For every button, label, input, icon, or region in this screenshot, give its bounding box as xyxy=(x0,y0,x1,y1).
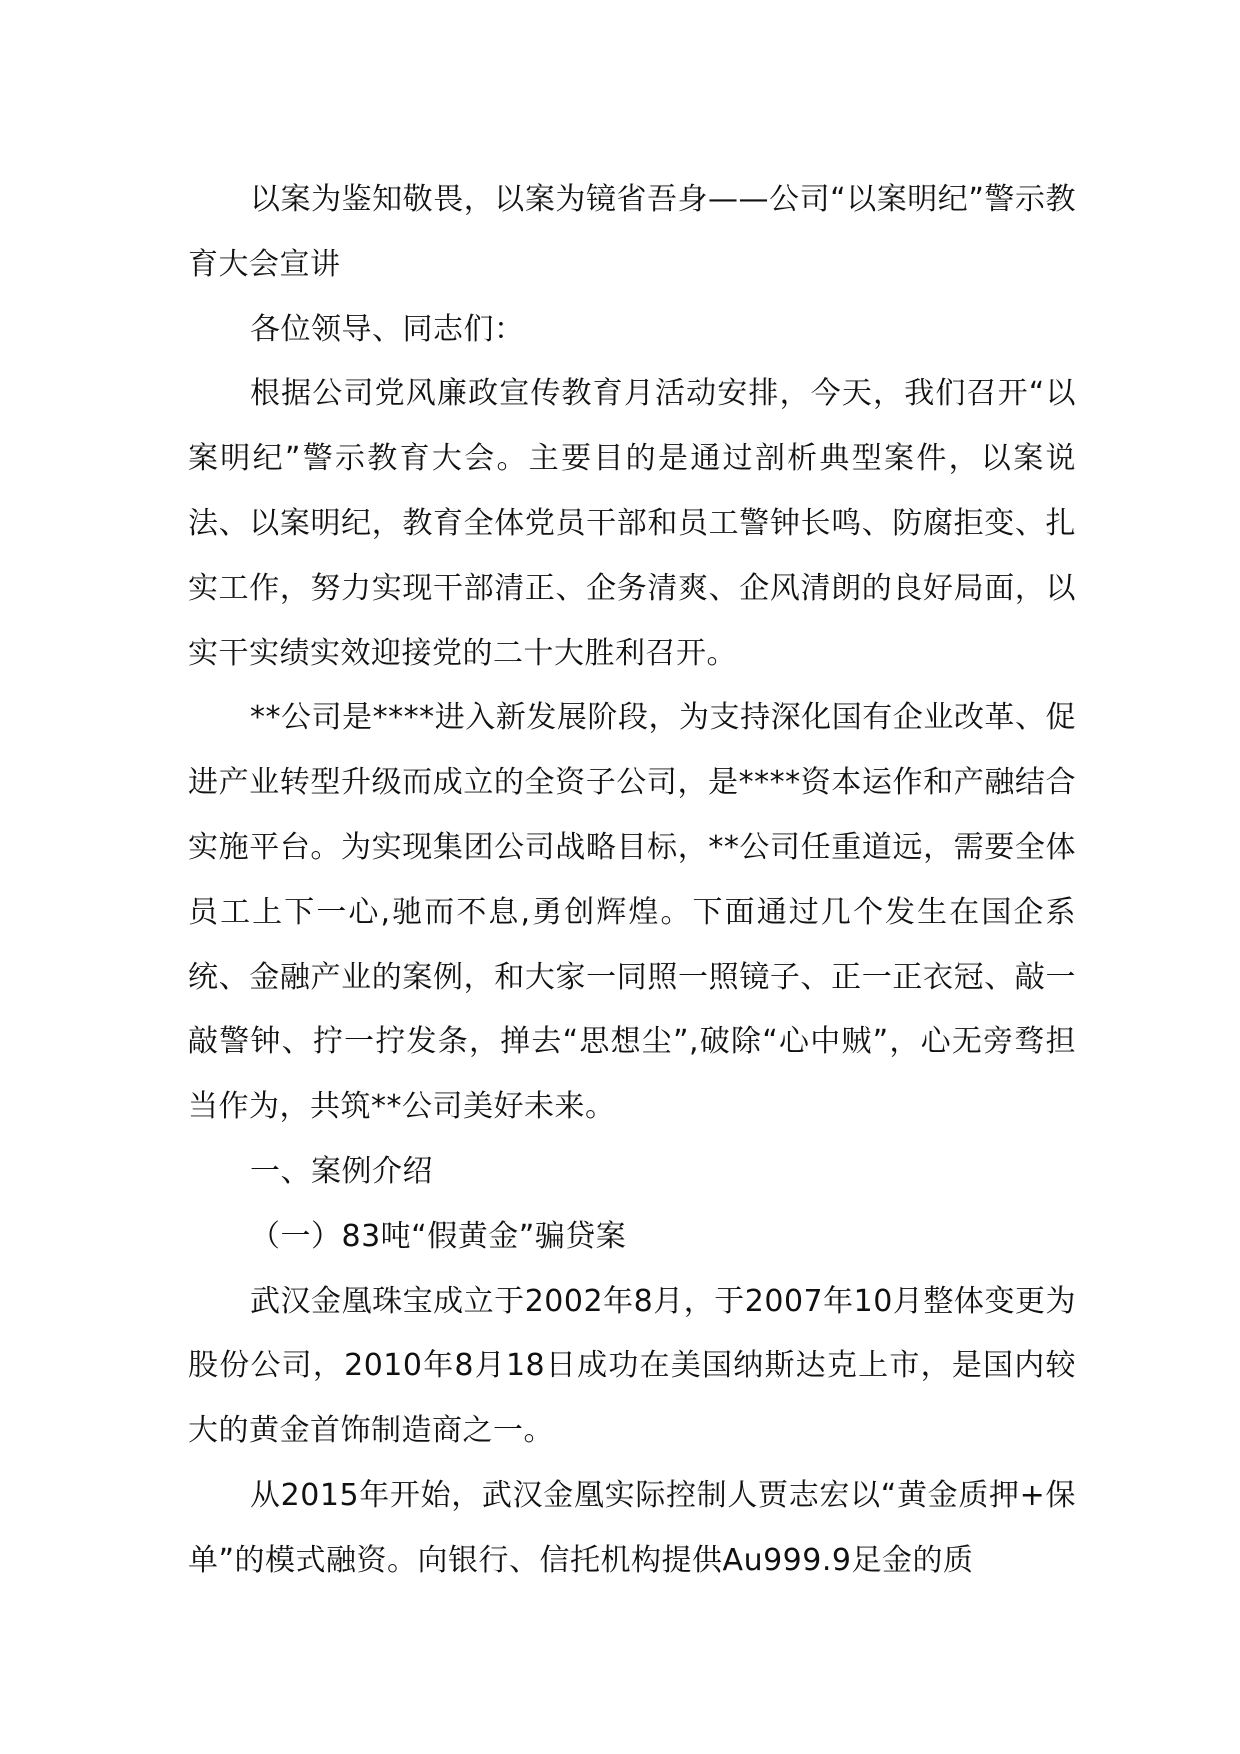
document-body xyxy=(188,168,1076,1594)
body-paragraph: 武汉金凰珠宝成立于2002年8月，于2007年10月整体变更为股份公司，2010年8月18日成功在美国纳斯达克上市，是国内较大的黄金首饰制造商之一。 xyxy=(188,1283,1076,1449)
body-paragraph: **公司是****进入新发展阶段，为支持深化国有企业改革、促进产业转型升级而成立的全资子公司，是****资本运作和产融结合实施平台。为实现集团公司战略目标，**公司任重道远，需要全体员工上下一心,驰而不息,勇创辉煌。下面通过几个发生在国企系统、金融产业的案例，和大家一同照一照镜子、正一正衣冠、敲一敲警钟、拧一拧发条，掸去“思想尘”,破除“心中贼”，心无旁骛担当作为，共筑**公司美好未来。 xyxy=(188,700,1076,1125)
salutation: 各位领导、同志们： xyxy=(250,311,525,347)
document-title: 以案为鉴知敬畏，以案为镜省吾身——公司“以案明纪”警示教育大会宣讲 xyxy=(188,182,1076,282)
body-paragraph: 根据公司党风廉政宣传教育月活动安排，今天，我们召开“以案明纪”警示教育大会。主要目的是通过剖析典型案件，以案说法、以案明纪，教育全体党员干部和员工警钟长鸣、防腐拒变、扎实工作，努力实现干部清正、企务清爽、企风清朗的良好局面，以实干实绩实效迎接党的二十大胜利召开。 xyxy=(188,376,1076,671)
section-heading: 一、案例介绍 xyxy=(250,1153,433,1189)
subsection-heading: （一）83吨“假黄金”骗贷案 xyxy=(250,1218,627,1254)
body-paragraph: 从2015年开始，武汉金凰实际控制人贾志宏以“黄金质押+保单”的模式融资。向银行、信托机构提供Au999.9足金的质 xyxy=(188,1477,1076,1578)
